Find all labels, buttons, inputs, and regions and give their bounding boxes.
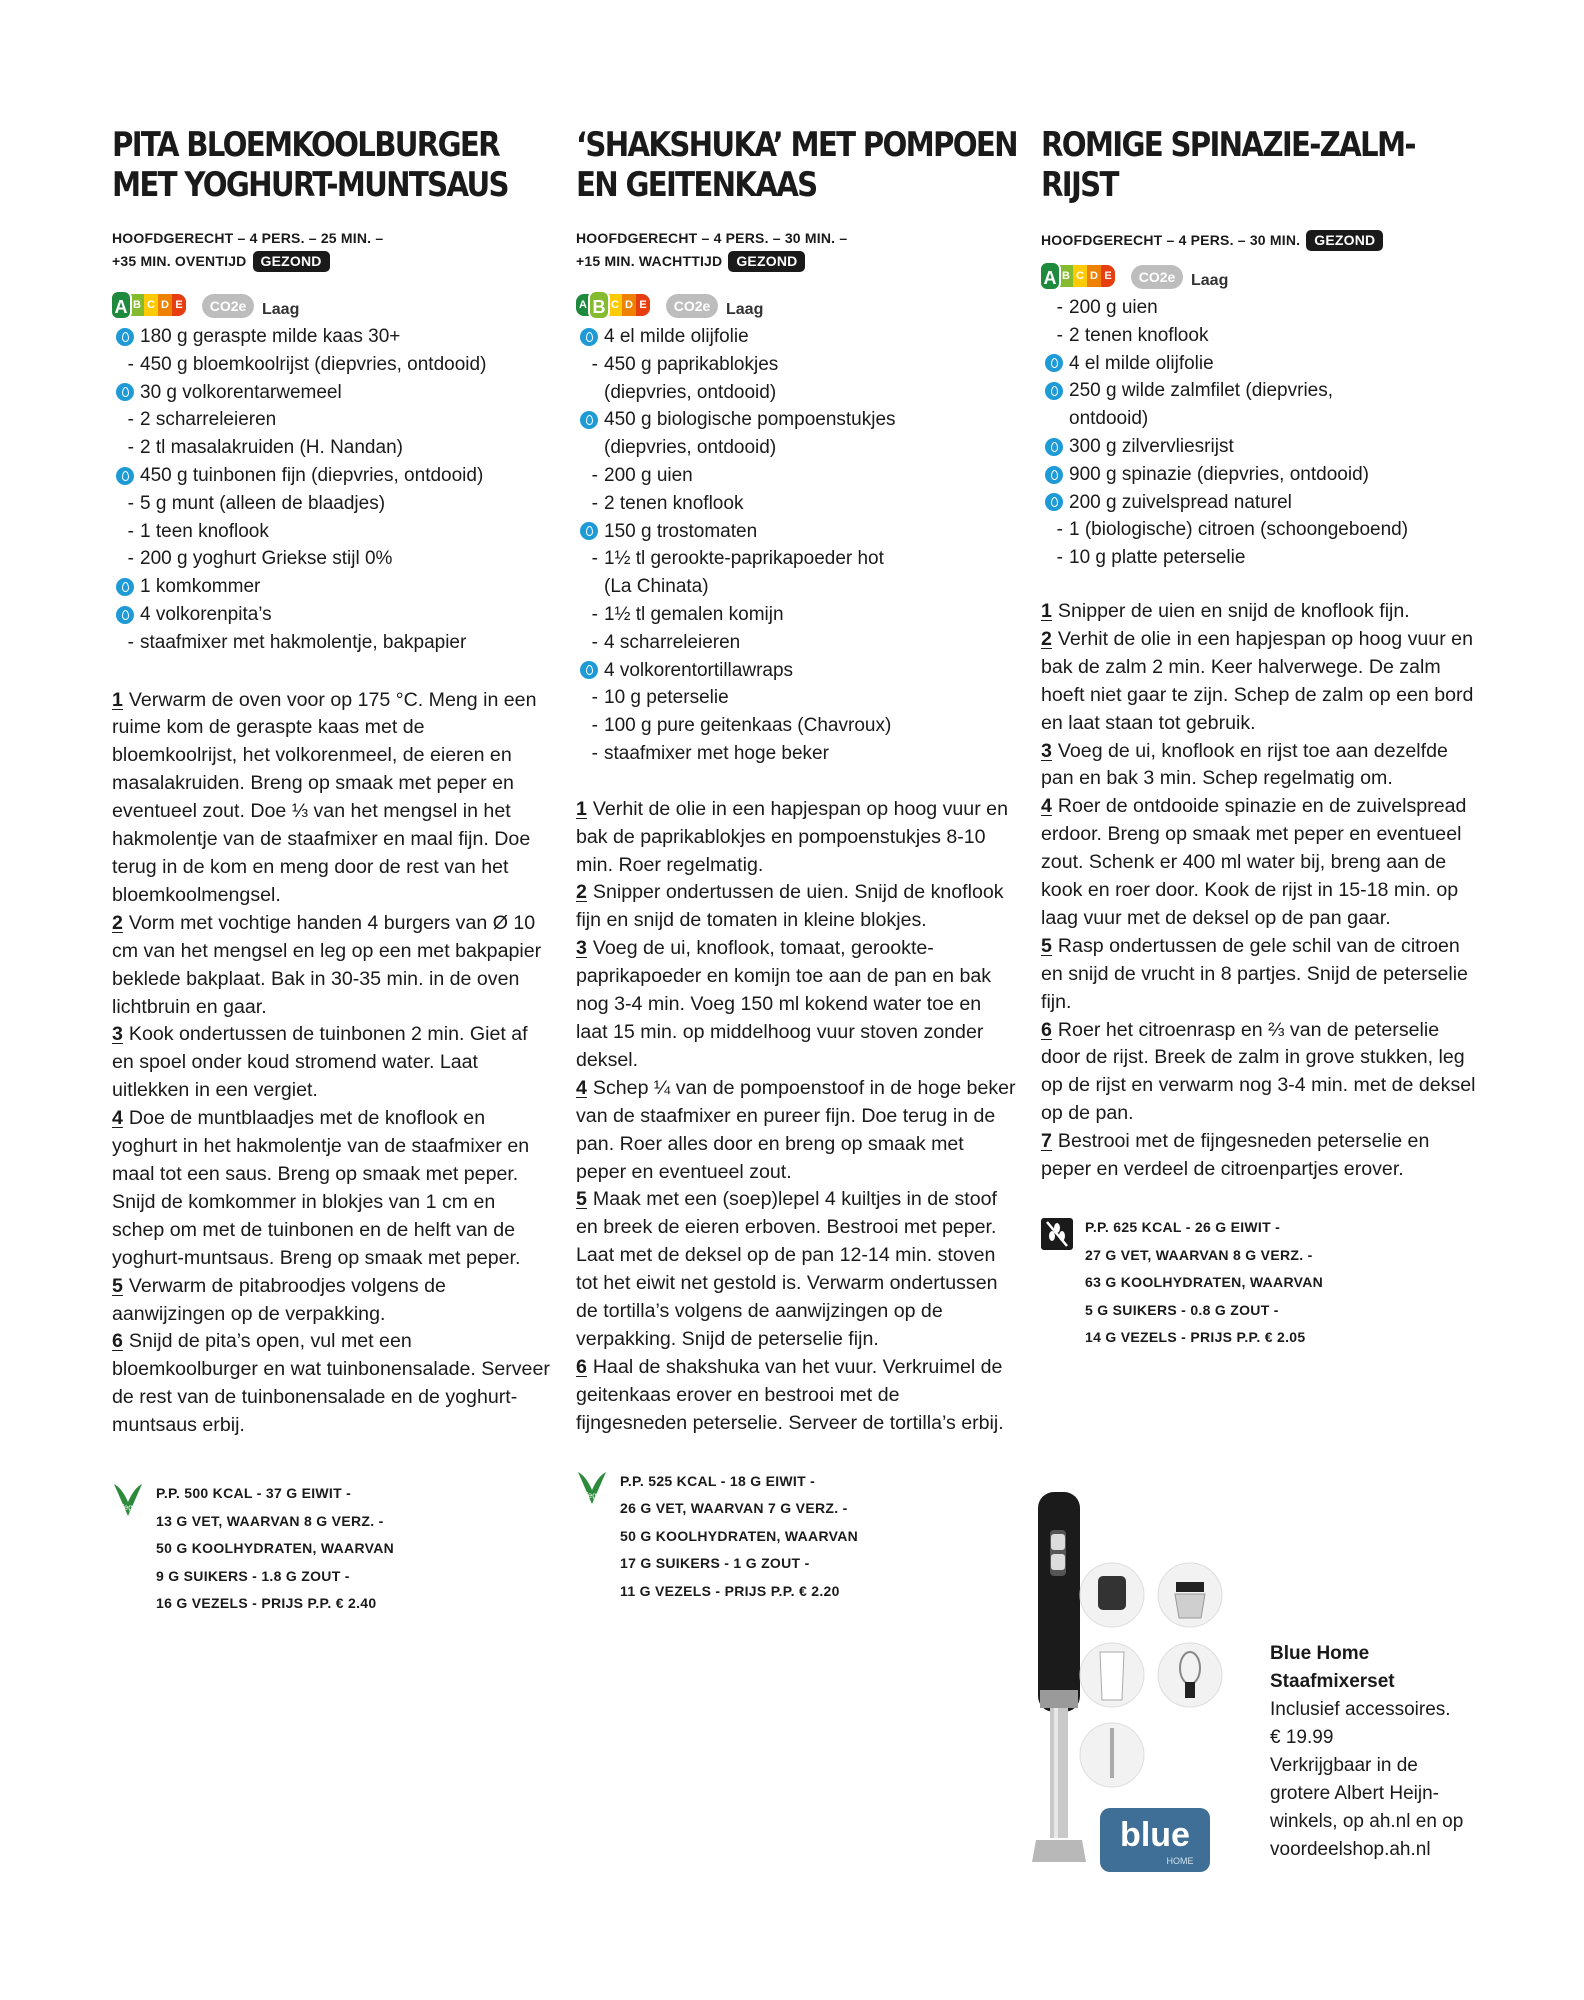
ingredient-item: - 4 scharreleieren bbox=[576, 629, 1016, 657]
nutrition-line: 50 G KOOLHYDRATEN, WAARVAN bbox=[156, 1540, 395, 1557]
ingredient-text: 150 g trostomaten bbox=[604, 520, 758, 542]
ingredient-item: - 450 g paprikablokjes bbox=[576, 351, 1016, 379]
step-number: 4 bbox=[112, 1107, 123, 1130]
step-number: 4 bbox=[576, 1076, 587, 1099]
water-drop-icon bbox=[1045, 493, 1063, 511]
nutri-score-letter: D bbox=[1087, 265, 1101, 287]
ingredient-text: 300 g zilvervliesrijst bbox=[1069, 435, 1234, 457]
nutrition-line: 63 G KOOLHYDRATEN, WAARVAN bbox=[1085, 1274, 1324, 1290]
product-name-line-1: Blue Home bbox=[1270, 1643, 1370, 1664]
gezond-badge: GEZOND bbox=[728, 251, 805, 272]
ingredient-item: - 10 g peterselie bbox=[576, 684, 1016, 712]
ingredient-item bbox=[112, 462, 552, 490]
promo-line[interactable]: voordeelshop.ah.nl bbox=[1270, 1839, 1431, 1860]
ingredient-text: 200 g yoghurt Griekse stijl 0% bbox=[140, 548, 393, 570]
ingredient-text: 200 g zuivelspread naturel bbox=[1069, 491, 1292, 513]
ingredient-text: 30 g volkorentarwemeel bbox=[140, 381, 342, 403]
ingredient-item: - 200 g yoghurt Griekse stijl 0% bbox=[112, 545, 552, 573]
ingredient-item: - 5 g munt (alleen de blaadjes) bbox=[112, 490, 552, 518]
staafmixer-image bbox=[1030, 1490, 1260, 1880]
step-number: 5 bbox=[112, 1274, 123, 1297]
vega-icon bbox=[576, 1468, 608, 1508]
nutri-score-icon bbox=[576, 290, 650, 320]
step bbox=[576, 1186, 1016, 1353]
step-text: Voeg de ui, knoflook en rijst toe aan dezelfde pan en bak 3 min. Schep regelmatig om. bbox=[1041, 739, 1448, 790]
nutrition-line: 14 G VEZELS - PRIJS P.P. € 2.05 bbox=[1085, 1329, 1306, 1345]
step bbox=[112, 1105, 552, 1272]
ingredient-item-continued bbox=[1041, 405, 1481, 433]
ingredient-item-continued bbox=[576, 573, 1016, 601]
meta-line-1: HOOFDGERECHT – 4 PERS. – 30 MIN. bbox=[1041, 232, 1301, 248]
ingredient-list bbox=[112, 323, 552, 657]
step bbox=[112, 1021, 552, 1105]
step-number: 3 bbox=[112, 1023, 123, 1046]
ingredient-item bbox=[1041, 350, 1481, 378]
recipe-column-3 bbox=[1041, 125, 1481, 1352]
co2-rating: Laag bbox=[726, 301, 764, 318]
ingredient-text: 450 g biologische pompoenstukjes bbox=[604, 409, 896, 431]
co2-rating: Laag bbox=[1191, 272, 1229, 289]
meta-line-2: +15 MIN. WACHTTIJD bbox=[576, 253, 723, 269]
ingredient-text: (diepvries, ontdooid) bbox=[604, 381, 777, 403]
step bbox=[112, 687, 552, 910]
score-row bbox=[576, 289, 1016, 321]
ingredient-text: 1½ tl gemalen komijn bbox=[604, 603, 784, 625]
preparation-steps bbox=[576, 796, 1016, 1438]
water-drop-icon bbox=[580, 411, 598, 429]
ingredient-item: - 1½ tl gemalen komijn bbox=[576, 601, 1016, 629]
ingredient-item bbox=[576, 518, 1016, 546]
gezond-badge: GEZOND bbox=[1306, 230, 1383, 251]
logo-brand-text: blue bbox=[1120, 1816, 1190, 1854]
step-text: Roer het citroenrasp en ⅔ van de peterselie door de rijst. Breek de zalm in grove stukken, leg op de rijst en verwarm nog 3-4 min. met de deksel op de pan. bbox=[1041, 1018, 1476, 1125]
recipe-column-1 bbox=[112, 125, 552, 1618]
step-text: Verhit de olie in een hapjespan op hoog vuur en bak de paprikablokjes en pompoenstukjes 8-10 min. Roer regelmatig. bbox=[576, 797, 1008, 876]
recipe-meta bbox=[576, 227, 1016, 273]
nutrition-line: P.P. 500 KCAL - 37 G EIWIT - bbox=[156, 1485, 352, 1502]
step-text: Snijd de pita’s open, vul met een bloemkoolburger en wat tuinbonensalade. Serveer de rest van de tuinbonensalade en de yoghurt-muntsaus erbij. bbox=[112, 1330, 550, 1437]
ingredient-item: - 10 g platte peterselie bbox=[1041, 544, 1481, 572]
step-text: Verhit de olie in een hapjespan op hoog vuur en bak de zalm 2 min. Keer halverwege. De zalm hoeft niet gaar te zijn. Schep de zalm op een bord en laat staan tot gebruik. bbox=[1041, 627, 1474, 734]
water-drop-icon bbox=[580, 661, 598, 679]
step-number: 3 bbox=[1041, 739, 1052, 762]
nutri-score-letter: C bbox=[1073, 265, 1087, 287]
recipe-title bbox=[576, 125, 1023, 205]
ingredient-text: 10 g platte peterselie bbox=[1069, 547, 1246, 569]
ingredient-text: 2 tl masalakruiden (H. Nandan) bbox=[140, 437, 403, 459]
co2-rating: Laag bbox=[262, 301, 300, 318]
step-number: 1 bbox=[1041, 599, 1052, 622]
water-drop-icon bbox=[116, 383, 134, 401]
ingredient-item: - 2 scharreleieren bbox=[112, 406, 552, 434]
nutri-score-letter: A bbox=[576, 294, 590, 316]
water-drop-icon bbox=[116, 606, 134, 624]
nutrition-info bbox=[1041, 1214, 1481, 1352]
mixer-body bbox=[1038, 1492, 1080, 1712]
water-drop-icon bbox=[116, 467, 134, 485]
meta-line-1: HOOFDGERECHT – 4 PERS. – 30 MIN. – bbox=[576, 230, 848, 246]
product-name-line-2: Staafmixerset bbox=[1270, 1671, 1395, 1692]
meta-line-1: HOOFDGERECHT – 4 PERS. – 25 MIN. – bbox=[112, 230, 384, 246]
step-text: Voeg de ui, knoflook, tomaat, gerookte-paprikapoeder en komijn toe aan de pan en bak nog 3-4 min. Voeg 150 ml kokend water toe en laat 15 min. op middelhoog vuur stoven zonder deksel. bbox=[576, 937, 992, 1071]
step-number: 1 bbox=[112, 688, 123, 711]
nutrition-info bbox=[112, 1480, 552, 1618]
ingredient-text: staafmixer met hakmolentje, bakpapier bbox=[140, 631, 467, 653]
step bbox=[1041, 598, 1481, 626]
step-text: Roer de ontdooide spinazie en de zuivelspread erdoor. Breng op smaak met peper en eventueel zout. Schenk er 400 ml water bij, breng aan de kook en roer door. Kook de rijst in 15-18 min. op laag vuur met de deksel op de pan gaar. bbox=[1041, 795, 1467, 929]
ingredient-text: 100 g pure geitenkaas (Chavroux) bbox=[604, 715, 892, 737]
step bbox=[112, 910, 552, 1022]
mixer-shaft bbox=[1050, 1708, 1068, 1838]
ingredient-item: - 100 g pure geitenkaas (Chavroux) bbox=[576, 712, 1016, 740]
step-text: Verwarm de pitabroodjes volgens de aanwijzingen op de verpakking. bbox=[112, 1274, 446, 1325]
step-number: 5 bbox=[1041, 934, 1052, 957]
step-number: 6 bbox=[576, 1355, 587, 1378]
recipe-title-line-2: MET YOGHURT-MUNTSAUS bbox=[112, 165, 508, 205]
step-text: Rasp ondertussen de gele schil van de citroen en snijd de vrucht in 8 partjes. Snijd de peterselie fijn. bbox=[1041, 934, 1468, 1013]
ingredient-item-continued bbox=[576, 434, 1016, 462]
co2-cloud-icon bbox=[202, 290, 256, 320]
ingredient-text: 2 tenen knoflook bbox=[1069, 324, 1209, 346]
promo-text bbox=[1270, 1640, 1463, 1864]
nutrition-line: P.P. 525 KCAL - 18 G EIWIT - bbox=[620, 1472, 816, 1489]
ingredient-text: 10 g peterselie bbox=[604, 687, 729, 709]
ingredient-item: - 1 (biologische) citroen (schoongeboend) bbox=[1041, 516, 1481, 544]
ingredient-list bbox=[1041, 294, 1481, 572]
step-text: Schep ¼ van de pompoenstoof in de hoge beker van de staafmixer en pureer fijn. Doe terug in de pan. Roer alles door en breng op smaak met peper en eventueel zout. bbox=[576, 1076, 1016, 1183]
ingredient-item bbox=[112, 323, 552, 351]
nutri-score-letter: A bbox=[1039, 261, 1061, 291]
ingredient-text: 4 el milde olijfolie bbox=[604, 326, 749, 347]
ingredient-text: 1 teen knoflook bbox=[140, 520, 269, 542]
ingredient-item bbox=[1041, 489, 1481, 517]
step bbox=[112, 1328, 552, 1440]
ingredient-list bbox=[576, 323, 1016, 768]
nutri-score-letter: B bbox=[588, 290, 610, 320]
step-text: Maak met een (soep)lepel 4 kuiltjes in de stoof en breek de eieren erboven. Bestrooi met peper. Laat met de deksel op de pan 12-14 min. stoven tot het eiwit net gestold is. Verwarm ondertussen de tortilla’s volgens de aanwijzingen op de verpakking. Snijd de peterselie fijn. bbox=[576, 1188, 998, 1350]
product-promo bbox=[1030, 1490, 1550, 1880]
ingredient-text: 250 g wilde zalmfilet (diepvries, bbox=[1069, 380, 1334, 402]
co2-label: CO2e bbox=[202, 294, 254, 318]
gluten-free-icon bbox=[1041, 1214, 1073, 1254]
nutrition-line: 11 G VEZELS - PRIJS P.P. € 2.20 bbox=[620, 1582, 840, 1599]
ingredient-item: - 200 g uien bbox=[576, 462, 1016, 490]
nutrition-line: 27 G VET, WAARVAN 8 G VERZ. - bbox=[1085, 1246, 1313, 1263]
water-drop-icon bbox=[1045, 382, 1063, 400]
ingredient-item bbox=[1041, 433, 1481, 461]
promo-price: € 19.99 bbox=[1270, 1727, 1334, 1748]
ingredient-text: (diepvries, ontdooid) bbox=[604, 437, 777, 459]
step bbox=[576, 1354, 1016, 1438]
ingredient-text: 4 volkorenpita’s bbox=[140, 603, 272, 625]
step-number: 3 bbox=[576, 937, 587, 960]
ingredient-item bbox=[1041, 377, 1481, 405]
step bbox=[576, 796, 1016, 880]
recipe-meta bbox=[1041, 229, 1481, 252]
co2-cloud-icon bbox=[666, 290, 720, 320]
nutri-score-letter: D bbox=[622, 294, 636, 316]
co2-label: CO2e bbox=[666, 294, 718, 318]
ingredient-item: - 2 tenen knoflook bbox=[1041, 322, 1481, 350]
ingredient-text: staafmixer met hoge beker bbox=[604, 742, 829, 764]
recipe-title bbox=[1041, 125, 1488, 205]
step-number: 2 bbox=[1041, 627, 1052, 650]
nutri-score-letter: A bbox=[110, 290, 132, 320]
ingredient-text: (La Chinata) bbox=[604, 576, 709, 598]
ingredient-text: 5 g munt (alleen de blaadjes) bbox=[140, 492, 386, 514]
step-number: 2 bbox=[576, 881, 587, 904]
nutrition-line: 5 G SUIKERS - 0.8 G ZOUT - bbox=[1085, 1301, 1279, 1318]
water-drop-icon bbox=[1045, 354, 1063, 372]
ingredient-item bbox=[112, 573, 552, 601]
ingredient-text: 450 g bloemkoolrijst (diepvries, ontdooid) bbox=[140, 353, 487, 375]
ingredient-text: ontdooid) bbox=[1069, 408, 1149, 430]
step-number: 7 bbox=[1041, 1130, 1052, 1153]
svg-text:Vega: Vega bbox=[118, 1503, 138, 1513]
nutri-score-letter: E bbox=[636, 294, 650, 316]
ingredient-item: - 2 tenen knoflook bbox=[576, 490, 1016, 518]
step bbox=[1041, 738, 1481, 794]
nutri-score-icon bbox=[1041, 261, 1115, 291]
recipe-meta bbox=[112, 227, 552, 273]
step-number: 1 bbox=[576, 797, 587, 820]
step-text: Vorm met vochtige handen 4 burgers van Ø 10 cm van het mengsel en leg op een met bakpapier beklede bakplaat. Bak in 30-35 min. in de oven lichtbruin en gaar. bbox=[112, 911, 542, 1018]
ingredient-item: - 2 tl masalakruiden (H. Nandan) bbox=[112, 434, 552, 462]
ingredient-item bbox=[576, 323, 1016, 351]
recipe-title-line-2: EN GEITENKAAS bbox=[576, 165, 817, 205]
ingredient-text: 900 g spinazie (diepvries, ontdooid) bbox=[1069, 463, 1369, 485]
nutrition-line: 17 G SUIKERS - 1 G ZOUT - bbox=[620, 1555, 810, 1572]
nutrition-line: 16 G VEZELS - PRIJS P.P. € 2.40 bbox=[156, 1595, 377, 1612]
logo-brand-subtext: HOME bbox=[1166, 1856, 1194, 1866]
ingredient-text: 200 g uien bbox=[1069, 297, 1158, 318]
step bbox=[1041, 1017, 1481, 1129]
co2-label: CO2e bbox=[1131, 265, 1183, 289]
step bbox=[1041, 626, 1481, 738]
step-text: Bestrooi met de fijngesneden peterselie en peper en verdeel de citroenpartjes erover. bbox=[1041, 1130, 1430, 1181]
water-drop-icon bbox=[116, 578, 134, 596]
step-text: Verwarm de oven voor op 175 °C. Meng in een ruime kom de geraspte kaas met de bloemkoolrijst, het volkorenmeel, de eieren en masalakruiden. Breng op smaak met peper en eventueel zout. Doe ⅓ van het mengsel in het hakmolentje van de staafmixer en maal fijn. Doe terug in de kom en meng door de rest van het bloemkoolmengsel. bbox=[112, 688, 537, 906]
nutri-score-letter: C bbox=[144, 294, 158, 316]
ingredient-item: - staafmixer met hoge beker bbox=[576, 740, 1016, 768]
meta-line-2: +35 MIN. OVENTIJD bbox=[112, 253, 247, 269]
nutrition-line: P.P. 625 KCAL - 26 G EIWIT - bbox=[1085, 1219, 1281, 1235]
step bbox=[1041, 1128, 1481, 1184]
nutri-score-icon bbox=[112, 290, 186, 320]
recipe-column-2 bbox=[576, 125, 1016, 1605]
step-text: Snipper ondertussen de uien. Snijd de knoflook fijn en snijd de tomaten in kleine blokjes. bbox=[576, 881, 1004, 932]
svg-text:Vega: Vega bbox=[582, 1490, 602, 1500]
step-number: 5 bbox=[576, 1188, 587, 1211]
ingredient-item: - 1½ tl gerookte-paprikapoeder hot bbox=[576, 545, 1016, 573]
recipe-title bbox=[112, 125, 559, 205]
score-row bbox=[112, 289, 552, 321]
ingredient-text: 4 el milde olijfolie bbox=[1069, 352, 1214, 374]
nutri-score-letter: E bbox=[1101, 265, 1115, 287]
step bbox=[1041, 793, 1481, 933]
ingredient-text: 180 g geraspte milde kaas 30+ bbox=[140, 326, 401, 347]
ingredient-text: 450 g paprikablokjes bbox=[604, 353, 779, 375]
ingredient-item: - staafmixer met hakmolentje, bakpapier bbox=[112, 629, 552, 657]
nutri-score-letter: E bbox=[172, 294, 186, 316]
co2-cloud-icon bbox=[1131, 261, 1185, 291]
ingredient-text: 4 volkorentortillawraps bbox=[604, 659, 794, 681]
step-text: Doe de muntblaadjes met de knoflook en yoghurt in het hakmolentje van de staafmixer en maal tot een saus. Breng op smaak met peper. Snijd de komkommer in blokjes van 1 cm en schep om met de tuinbonen en de helft van de yoghurt-muntsaus. Breng op smaak met peper. bbox=[112, 1107, 530, 1269]
nutrition-line: 9 G SUIKERS - 1.8 G ZOUT - bbox=[156, 1567, 350, 1584]
step-text: Kook ondertussen de tuinbonen 2 min. Giet af en spoel onder koud stromend water. Laat uitlekken in een vergiet. bbox=[112, 1023, 528, 1102]
preparation-steps bbox=[1041, 598, 1481, 1184]
ingredient-item: - 450 g bloemkoolrijst (diepvries, ontdooid) bbox=[112, 351, 552, 379]
ingredient-text: 2 scharreleieren bbox=[140, 409, 277, 431]
preparation-steps bbox=[112, 687, 552, 1440]
recipe-title-line-1: ROMIGE SPINAZIE-ZALM-RIJST bbox=[1041, 125, 1415, 205]
ingredient-item bbox=[112, 379, 552, 407]
nutri-score-letter: D bbox=[158, 294, 172, 316]
nutrition-info bbox=[576, 1468, 1016, 1606]
step bbox=[112, 1273, 552, 1329]
step-number: 2 bbox=[112, 911, 123, 934]
step bbox=[576, 935, 1016, 1075]
mixer-blade-guard bbox=[1032, 1840, 1086, 1862]
step bbox=[576, 879, 1016, 935]
recipe-title-line-1: PITA BLOEMKOOLBURGER bbox=[112, 125, 499, 165]
ingredient-item bbox=[576, 657, 1016, 685]
ingredient-text: 2 tenen knoflook bbox=[604, 492, 744, 514]
ingredient-text: 1 komkommer bbox=[140, 576, 261, 598]
recipe-title-line-1: ‘SHAKSHUKA’ MET POMPOEN bbox=[576, 125, 1017, 165]
water-drop-icon bbox=[1045, 438, 1063, 456]
ingredient-item-continued bbox=[576, 379, 1016, 407]
water-drop-icon bbox=[580, 522, 598, 540]
gezond-badge: GEZOND bbox=[253, 251, 330, 272]
step-number: 4 bbox=[1041, 795, 1052, 818]
step-text: Snipper de uien en snijd de knoflook fijn. bbox=[1057, 599, 1410, 622]
ingredient-item: - 200 g uien bbox=[1041, 294, 1481, 322]
ingredient-item bbox=[112, 601, 552, 629]
ingredient-text: 450 g tuinbonen fijn (diepvries, ontdooid) bbox=[140, 464, 484, 486]
nutri-score-letter: B bbox=[130, 294, 144, 316]
water-drop-icon bbox=[116, 328, 134, 346]
ingredient-text: 1 (biologische) citroen (schoongeboend) bbox=[1069, 519, 1409, 541]
ingredient-item bbox=[576, 406, 1016, 434]
step bbox=[576, 1075, 1016, 1187]
ingredient-text: 4 scharreleieren bbox=[604, 631, 741, 653]
ingredient-item: - 1 teen knoflook bbox=[112, 518, 552, 546]
nutrition-line: 13 G VET, WAARVAN 8 G VERZ. - bbox=[156, 1512, 384, 1529]
water-drop-icon bbox=[580, 328, 598, 346]
promo-line[interactable]: winkels, op ah.nl en op bbox=[1270, 1811, 1464, 1832]
step-number: 6 bbox=[112, 1330, 123, 1353]
nutri-score-letter: C bbox=[608, 294, 622, 316]
ingredient-text: 200 g uien bbox=[604, 464, 693, 486]
ingredient-text: 1½ tl gerookte-paprikapoeder hot bbox=[604, 548, 884, 570]
promo-line: Inclusief accessoires. bbox=[1270, 1699, 1451, 1720]
step bbox=[1041, 933, 1481, 1017]
step-number: 6 bbox=[1041, 1018, 1052, 1041]
step-text: Haal de shakshuka van het vuur. Verkruimel de geitenkaas erover en bestrooi met de fijngesneden peterselie. Serveer de tortilla’s erbij. bbox=[576, 1355, 1004, 1434]
promo-line: grotere Albert Heijn- bbox=[1270, 1783, 1439, 1804]
ingredient-item bbox=[1041, 461, 1481, 489]
water-drop-icon bbox=[1045, 466, 1063, 484]
nutrition-line: 26 G VET, WAARVAN 7 G VERZ. - bbox=[620, 1500, 848, 1517]
vega-icon bbox=[112, 1480, 144, 1520]
score-row bbox=[1041, 260, 1481, 292]
promo-line: Verkrijgbaar in de bbox=[1270, 1755, 1418, 1776]
nutrition-line: 50 G KOOLHYDRATEN, WAARVAN bbox=[620, 1527, 859, 1544]
nutri-score-letter: B bbox=[1059, 265, 1073, 287]
